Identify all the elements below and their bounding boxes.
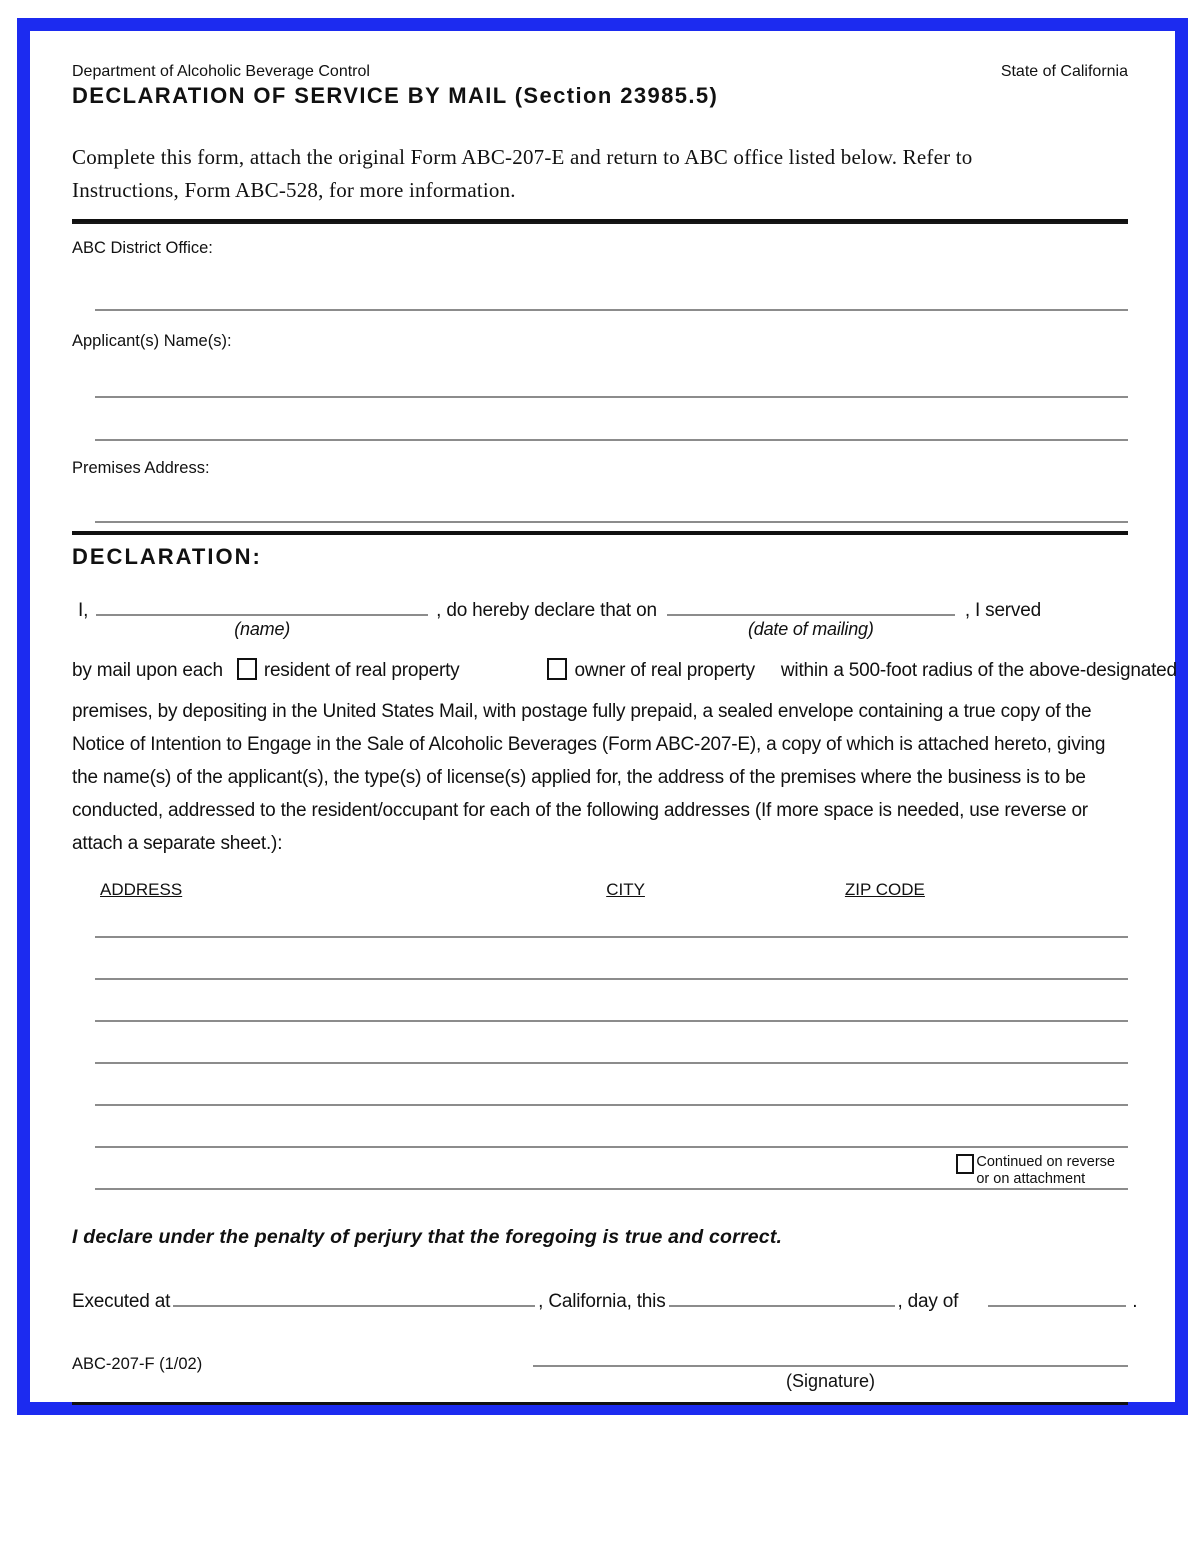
execution-line [72, 1291, 1138, 1313]
address-row[interactable] [95, 1022, 1128, 1064]
applicants-field-line-1[interactable] [95, 396, 1128, 398]
executed-month-field[interactable] [988, 1302, 1126, 1307]
applicants-field-line-2[interactable] [95, 439, 1128, 441]
continued-checkbox[interactable] [956, 1154, 974, 1174]
signature-field[interactable] [533, 1365, 1128, 1367]
premises-label: Premises Address: [72, 459, 210, 477]
by-mail-text: by mail upon each [72, 660, 223, 681]
radius-text: within a 500-foot radius of the above-designated [780, 660, 1177, 681]
continued-on-reverse [956, 1154, 1115, 1188]
executed-date-field[interactable] [669, 1302, 895, 1307]
declaration-sentence [72, 600, 1128, 639]
state-name: State of California [1000, 63, 1128, 80]
period-text: . [1132, 1291, 1138, 1312]
california-this-label: , California, this [538, 1291, 666, 1312]
i-label: I, [78, 600, 89, 621]
address-row[interactable] [95, 1106, 1128, 1148]
owner-checkbox[interactable] [547, 658, 567, 680]
intro-instructions: Complete this form, attach the original Form ABC-207-E and return to ABC office listed below. Refer to Instructions, Form ABC-528, for more information. [72, 145, 973, 202]
address-row[interactable] [95, 1148, 1128, 1190]
date-caption: (date of mailing) [747, 619, 874, 639]
city-column-header: CITY [606, 880, 645, 899]
declarant-name-field[interactable] [96, 611, 428, 639]
declare-text: , do hereby declare that on [436, 600, 657, 621]
zip-column-header: ZIP CODE [844, 880, 925, 899]
address-table-headers [72, 880, 1128, 900]
mailing-date-field[interactable] [667, 611, 955, 639]
day-of-label: , day of [897, 1291, 959, 1312]
executed-at-label: Executed at [72, 1291, 171, 1312]
form-page [30, 31, 1175, 1402]
form-number: ABC-207-F (1/02) [72, 1355, 203, 1373]
form-header [72, 31, 1128, 81]
address-row[interactable] [95, 1064, 1128, 1106]
section-divider-double [72, 219, 1128, 224]
address-column-header: ADDRESS [100, 880, 183, 899]
signature-caption: (Signature) [785, 1371, 876, 1391]
address-row[interactable] [95, 980, 1128, 1022]
name-caption: (name) [234, 619, 291, 639]
address-table [95, 936, 1128, 1190]
declaration-section-rule [72, 531, 1128, 535]
executed-location-field[interactable] [173, 1302, 535, 1307]
perjury-statement: I declare under the penalty of perjury that the foregoing is true and correct. [72, 1226, 783, 1248]
bottom-rule [72, 1402, 1128, 1405]
resident-label: resident of real property [263, 660, 460, 681]
agency-name: Department of Alcoholic Beverage Control [72, 63, 370, 80]
signature-block [533, 1365, 1128, 1392]
continued-label: Continued on reverse or on attachment [976, 1154, 1115, 1187]
declaration-heading: DECLARATION: [72, 544, 262, 569]
property-type-row [72, 658, 1177, 682]
premises-field[interactable] [95, 521, 1128, 523]
address-row[interactable] [95, 938, 1128, 980]
applicants-label: Applicant(s) Name(s): [72, 332, 232, 350]
district-office-label: ABC District Office: [72, 239, 213, 257]
district-office-field[interactable] [95, 309, 1128, 311]
owner-label: owner of real property [574, 660, 755, 681]
declaration-body: premises, by depositing in the United States Mail, with postage fully prepaid, a sealed envelope containing a true copy of the Notice of Intention to Engage in the Sale of Alcoholic Beverages (Form ABC-207-E), a copy of which is attached hereto, giving the name(s) of the applicant(s), the type(s) of license(s) applied for, the address of the premises where the business is to be conducted, addressed to the resident/occupant for each of the following addresses (If more space is needed, use reverse or attach a separate sheet.): [72, 701, 1106, 854]
form-page-border [17, 18, 1188, 1415]
served-text: , I served [964, 600, 1041, 621]
resident-checkbox[interactable] [237, 658, 257, 680]
form-title: DECLARATION OF SERVICE BY MAIL (Section 23985.5) [72, 83, 719, 108]
